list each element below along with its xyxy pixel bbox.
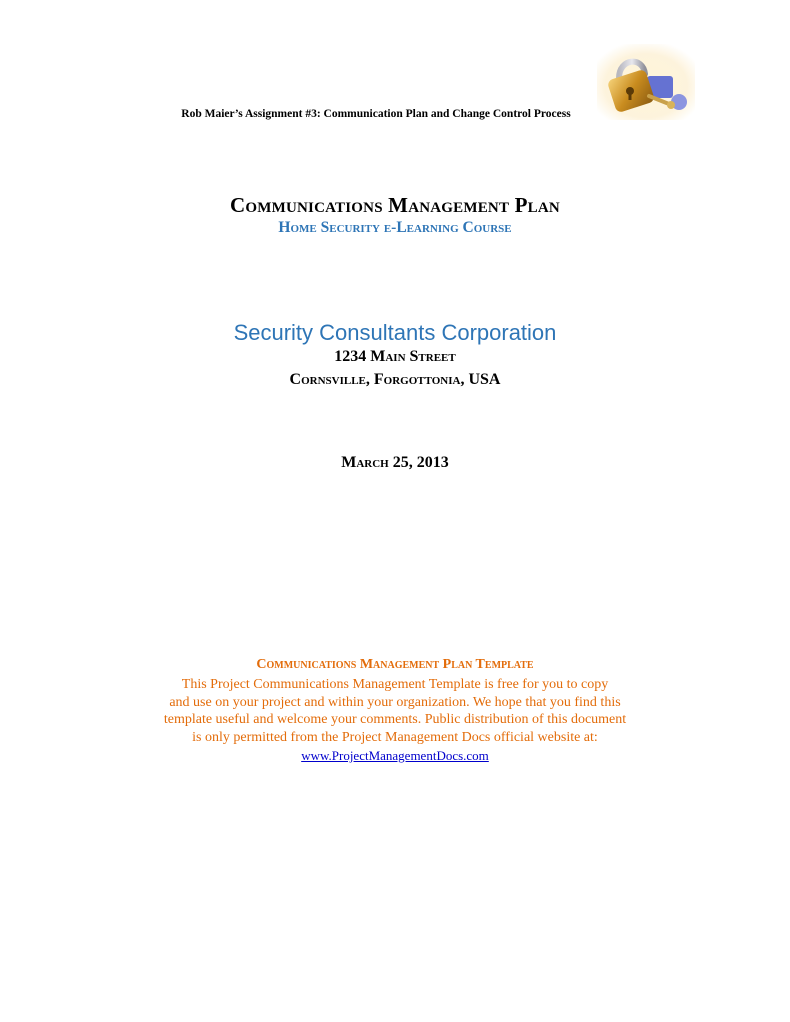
template-note-line: is only permitted from the Project Management Docs official website at: — [192, 729, 598, 745]
template-note-title: Communications Management Plan Template — [256, 657, 534, 672]
company-name: Security Consultants Corporation — [233, 320, 557, 345]
padlock-logo-icon — [597, 44, 695, 120]
template-note-line: and use on your project and within your organization. We hope that you find this — [169, 694, 621, 710]
template-note-body — [130, 676, 660, 746]
template-note-line: This Project Communications Management Template is free for you to copy — [181, 677, 609, 692]
document-title: Communications Management Plan — [230, 193, 560, 217]
document-date: March 25, 2013 — [341, 454, 449, 471]
assignment-header: Rob Maier’s Assignment #3: Communication Plan and Change Control Process — [181, 108, 571, 120]
company-street: 1234 Main Street — [334, 348, 456, 365]
document-subtitle: Home Security e-Learning Course — [278, 219, 512, 236]
template-note-line: template useful and welcome your comments. Public distribution of this document — [163, 712, 627, 728]
company-city-line: Cornsville, Forgottonia, USA — [289, 371, 501, 388]
project-docs-link[interactable]: www.ProjectManagementDocs.com — [301, 748, 489, 763]
